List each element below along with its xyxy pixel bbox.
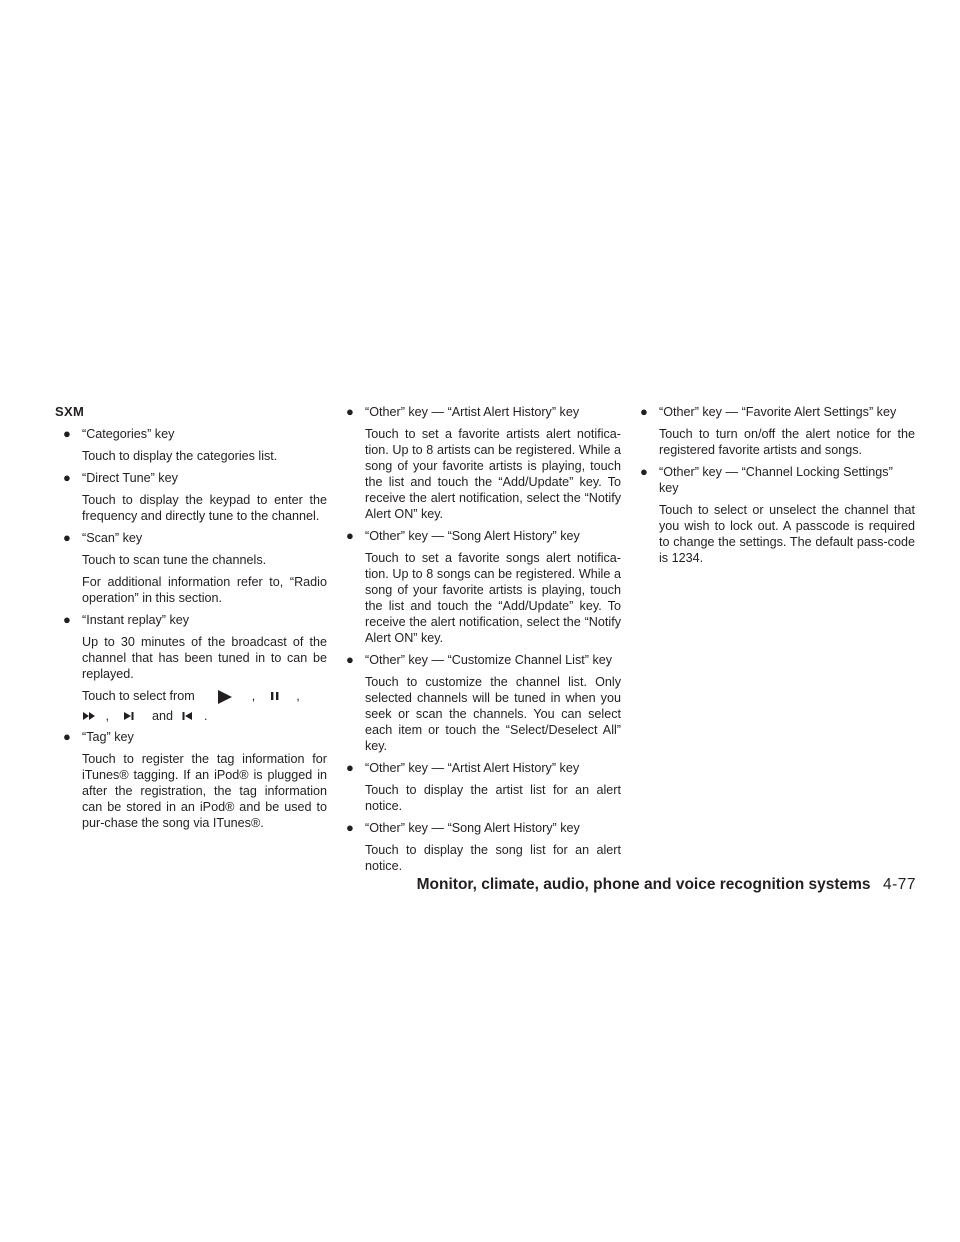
- and-text: and: [152, 708, 174, 723]
- bullet: ●: [346, 404, 354, 419]
- item-desc: Touch to register the tag information for iTunes® tagging. If an iPod® is plugged in after the registration, the tag information can be stored in an iPod® and be used to pur-chase the song via ITunes®.: [82, 751, 327, 830]
- bullet: ●: [346, 652, 354, 667]
- item-title: “Other” key — “Favorite Alert Settings” key: [659, 405, 897, 419]
- bullet: ●: [63, 728, 71, 744]
- item-title: “Other” key — “Customize Channel List” key: [365, 653, 613, 667]
- select-text: Touch to select from: [82, 689, 195, 703]
- item-title: “Tag” key: [82, 729, 134, 744]
- bullet: ●: [640, 404, 648, 419]
- item-title: “Other” key — “Artist Alert History” key: [365, 761, 580, 775]
- item-title: “Scan” key: [82, 531, 143, 545]
- item-desc: Touch to display the categories list.: [82, 449, 278, 463]
- list-item: [346, 404, 621, 522]
- section-heading: SXM: [55, 404, 85, 419]
- item-desc: Touch to set a favorite artists alert notifica-tion. Up to 8 artists can be registered. While a song of your favorite artists is playing, touch the list and touch the “Add/Update” key. To receive the alert notification, select the “Notify Alert ON” key.: [365, 427, 621, 521]
- item-desc: Touch to display the keypad to enter the frequency and directly tune to the channel.: [82, 493, 327, 523]
- skip-forward-icon: [123, 711, 135, 721]
- bullet: ●: [63, 426, 71, 441]
- period: .: [204, 708, 208, 723]
- skip-back-icon: [181, 711, 193, 721]
- comma: ,: [105, 708, 109, 723]
- item-desc: For additional information refer to, “Radio operation” in this section.: [82, 575, 327, 605]
- bullet: ●: [63, 612, 71, 627]
- footer-title: Monitor, climate, audio, phone and voice recognition systems: [416, 876, 871, 893]
- item-desc: Touch to display the song list for an alert notice.: [365, 843, 621, 873]
- bullet: ●: [63, 530, 71, 545]
- list-item-instant-replay: [63, 612, 327, 724]
- column-1: [55, 404, 327, 837]
- fast-forward-icon: [82, 711, 96, 721]
- comma: ,: [251, 689, 256, 703]
- item-title: “Other” key — “Song Alert History” key: [365, 529, 580, 543]
- item-title: “Other” key — “Channel Locking Settings” key: [659, 465, 893, 495]
- list-item: [346, 820, 621, 874]
- list-item: [63, 729, 327, 831]
- comma: ,: [296, 689, 300, 703]
- control-icons-row-1: [82, 688, 327, 705]
- item-desc: Touch to scan tune the channels.: [82, 553, 267, 567]
- page-number: 4-77: [882, 876, 916, 893]
- item-desc: Touch to display the artist list for an alert notice.: [365, 783, 621, 813]
- column-2: [346, 404, 621, 880]
- bullet: ●: [346, 760, 354, 775]
- item-title: “Other” key — “Song Alert History” key: [365, 821, 580, 835]
- list-item: [346, 652, 621, 754]
- bullet: ●: [346, 820, 354, 835]
- column-3: [640, 404, 915, 572]
- list-item: [346, 760, 621, 814]
- item-desc: Touch to set a favorite songs alert notifica-tion. Up to 8 songs can be registered. While a song of your favorite artists is playing, touch the list and touch the “Add/Update” key. To receive the alert notification, select the “Notify Alert ON” key.: [365, 551, 621, 645]
- item-title: “Direct Tune” key: [82, 471, 178, 485]
- item-desc: Up to 30 minutes of the broadcast of the channel that has been tuned in to can be replayed.: [82, 635, 327, 681]
- bullet: ●: [63, 470, 71, 485]
- item-desc: Touch to customize the channel list. Only selected channels will be tuned in when you seek or scan the channels. You can select each item or touch the “Select/Deselect All” key.: [365, 675, 621, 753]
- page-footer: [417, 876, 916, 894]
- control-icons-row-2: [82, 708, 327, 724]
- play-icon: [216, 689, 234, 705]
- list-item: [640, 404, 915, 458]
- item-desc: Touch to turn on/off the alert notice for the registered favorite artists and songs.: [659, 427, 915, 457]
- list-item: [63, 470, 327, 524]
- list-item: [346, 528, 621, 646]
- item-desc: Touch to select or unselect the channel that you wish to lock out. A passcode is required to change the settings. The default pass-code is 1234.: [659, 503, 915, 565]
- pause-icon: [269, 691, 281, 703]
- item-title: “Instant replay” key: [82, 613, 190, 627]
- list-item: [640, 464, 915, 566]
- bullet: ●: [640, 464, 648, 479]
- list-item: [63, 530, 327, 606]
- bullet: ●: [346, 528, 354, 543]
- item-title: “Other” key — “Artist Alert History” key: [365, 405, 580, 419]
- item-title: “Categories” key: [82, 427, 175, 441]
- list-item: [63, 426, 327, 464]
